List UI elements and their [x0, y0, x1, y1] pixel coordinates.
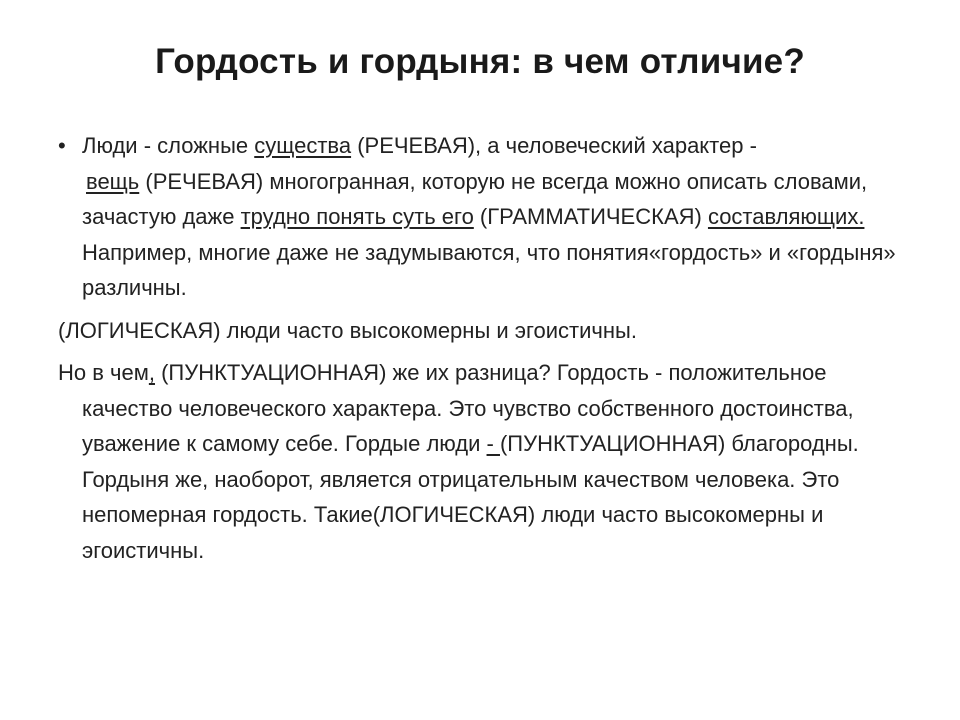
slide-title: Гордость и гордыня: в чем отличие?: [155, 42, 805, 81]
text-segment: (ПУНКТУАЦИОННАЯ) же их разница? Гордость - положительное качество человеческого характера. Это чувство собственного достоинства, уважение к самому себе. Гордые люди: [82, 360, 854, 456]
text-segment: (ПУНКТУАЦИОННАЯ) благородны. Гордыня же, наоборот, является отрицательным качеством человека. Это непомерная гордость. Такие(ЛОГИЧЕСКАЯ) люди часто высокомерны и эгоистичны.: [82, 431, 859, 563]
paragraph-1: [58, 128, 918, 306]
underlined-word: вещь: [86, 168, 140, 194]
text-segment: Например, многие даже не задумываются, что понятия«гордость» и «гордыня» различны.: [82, 239, 896, 300]
underlined-word: составляющих.: [707, 204, 865, 229]
underlined-phrase: трудно понять суть его: [240, 204, 474, 229]
paragraph-2: [58, 313, 918, 349]
text-segment: (РЕЧЕВАЯ), а человеческий характер -: [351, 133, 757, 158]
underlined-word: существа: [254, 133, 352, 158]
text-segment: (РЕЧЕВАЯ) многогранная, которую не всегда можно описать словами, зачастую даже: [82, 168, 868, 229]
text-segment: Люди - сложные: [82, 133, 255, 158]
text-segment: (ЛОГИЧЕСКАЯ) люди часто высокомерны и эгоистичны.: [58, 317, 637, 343]
paragraph-3: [58, 355, 918, 568]
slide-body: [58, 128, 918, 568]
bullet-icon: •: [58, 133, 66, 158]
text-segment: (ГРАММАТИЧЕСКАЯ): [473, 204, 708, 229]
underlined-comma: ,: [148, 360, 155, 385]
text-segment: Но в чем: [58, 360, 149, 385]
underlined-dash: -: [486, 431, 500, 456]
